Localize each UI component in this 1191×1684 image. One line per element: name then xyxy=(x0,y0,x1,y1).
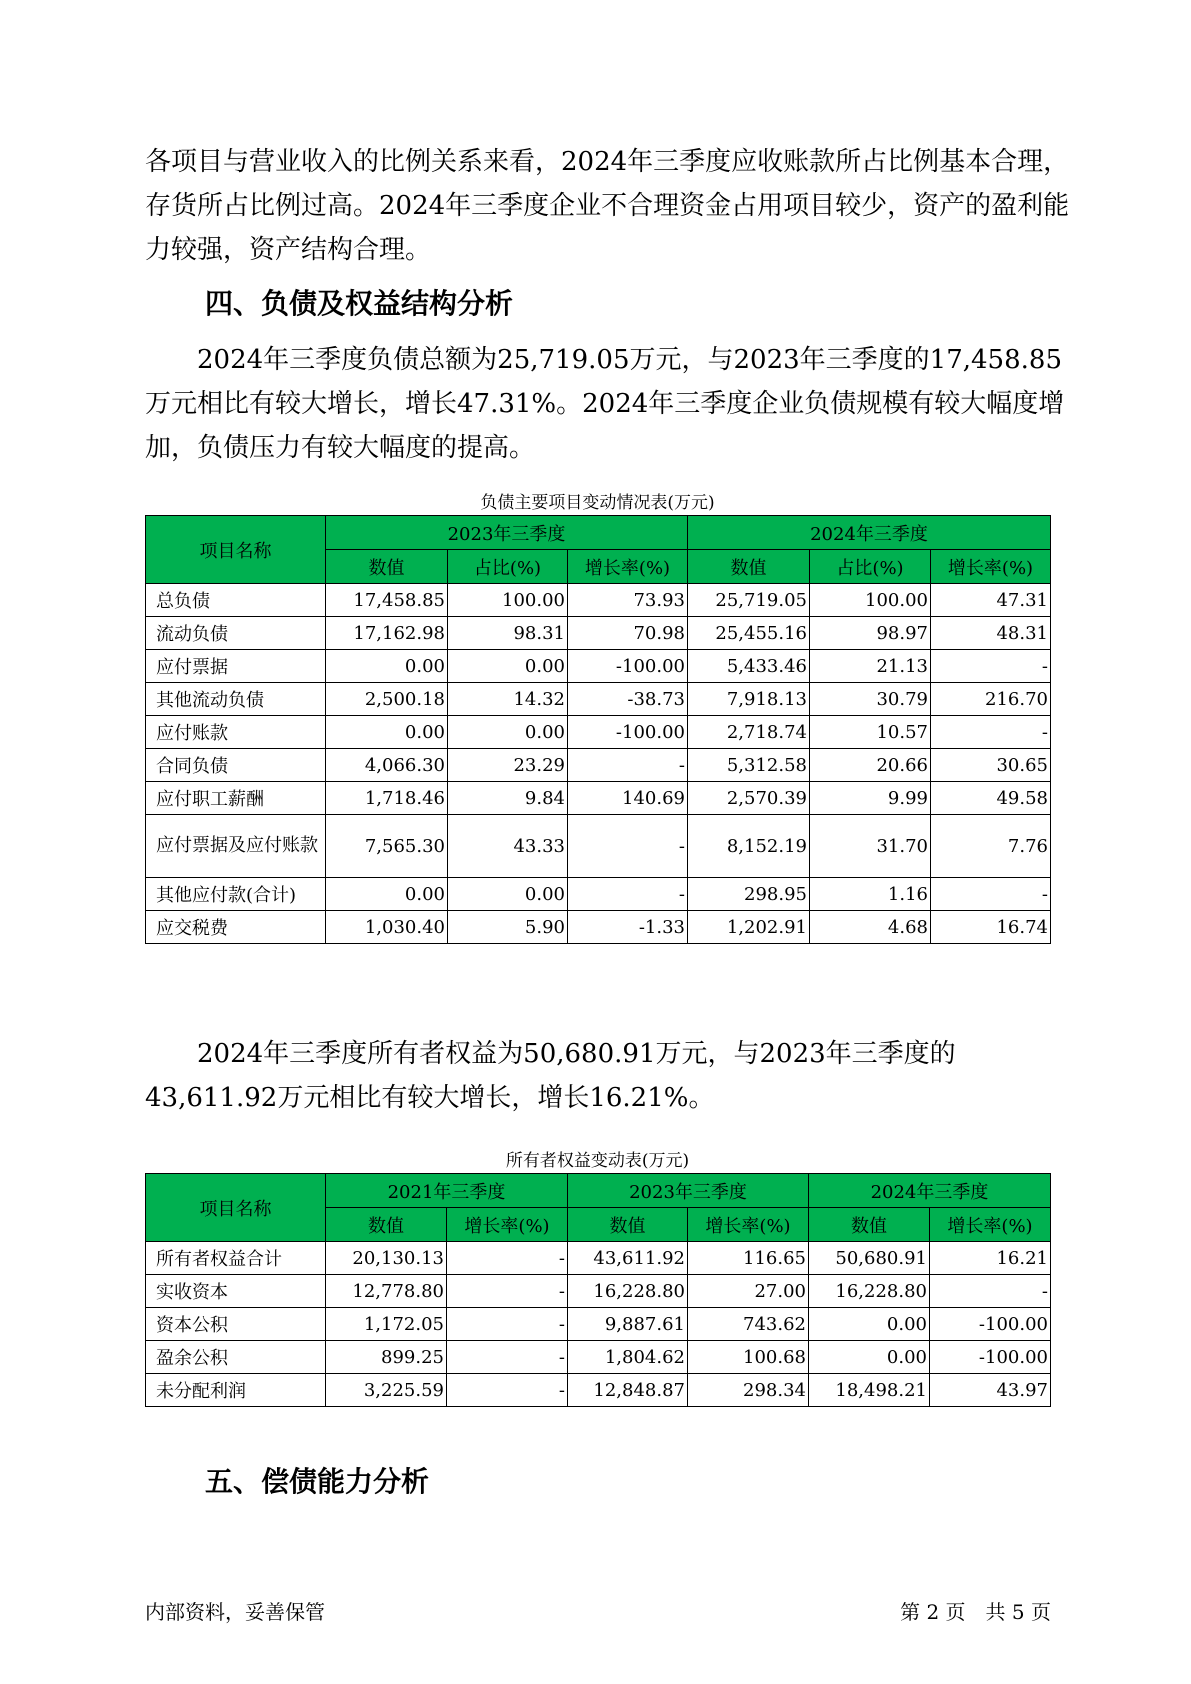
cell-value: - xyxy=(447,1242,568,1275)
row-label: 其他应付款(合计) xyxy=(146,878,326,911)
cell-value: 12,848.87 xyxy=(568,1374,688,1407)
table-row xyxy=(146,650,1051,683)
liabilities-table xyxy=(145,515,1051,944)
cell-value: 1,804.62 xyxy=(568,1341,688,1374)
cell-value: -100.00 xyxy=(930,1308,1051,1341)
period-header: 2024年三季度 xyxy=(688,516,1051,550)
liabilities-table-caption: 负债主要项目变动情况表(万元) xyxy=(480,493,715,513)
cell-value: 47.31 xyxy=(931,584,1051,617)
subcol-header: 增长率(%) xyxy=(688,1208,809,1242)
cell-value: 16,228.80 xyxy=(568,1275,688,1308)
cell-value: 7.76 xyxy=(931,815,1051,878)
intro-paragraph: 各项目与营业收入的比例关系来看，2024年三季度应收账款所占比例基本合理，存货所占比例过高。2024年三季度企业不合理资金占用项目较少，资产的盈利能力较强，资产结构合理。 xyxy=(145,147,1070,265)
cell-value: 298.34 xyxy=(688,1374,809,1407)
cell-value: 43.97 xyxy=(930,1374,1051,1407)
row-label: 所有者权益合计 xyxy=(146,1242,326,1275)
cell-value: 98.97 xyxy=(810,617,931,650)
table-row xyxy=(146,878,1051,911)
period-header: 2021年三季度 xyxy=(326,1174,568,1208)
cell-value: 73.93 xyxy=(568,584,688,617)
liabilities-paragraph: 2024年三季度负债总额为25,719.05万元，与2023年三季度的17,458.85万元相比有较大增长，增长47.31%。2024年三季度企业负债规模有较大幅度增加，负债压力有较大幅度的提高。 xyxy=(145,345,1065,463)
footer-confidential-note: 内部资料，妥善保管 xyxy=(145,1600,325,1624)
cell-value: - xyxy=(930,1275,1051,1308)
cell-value: 25,455.16 xyxy=(688,617,810,650)
subcol-header: 增长率(%) xyxy=(930,1208,1051,1242)
row-label: 未分配利润 xyxy=(146,1374,326,1407)
cell-value: 14.32 xyxy=(448,683,568,716)
cell-value: 12,778.80 xyxy=(326,1275,447,1308)
cell-value: 0.00 xyxy=(809,1341,930,1374)
cell-value: - xyxy=(447,1341,568,1374)
cell-value: - xyxy=(568,749,688,782)
period-header: 2024年三季度 xyxy=(809,1174,1051,1208)
row-label: 应付票据 xyxy=(146,650,326,683)
table-row xyxy=(146,683,1051,716)
cell-value: 10.57 xyxy=(810,716,931,749)
cell-value: 0.00 xyxy=(448,716,568,749)
subcol-header: 数值 xyxy=(326,1208,447,1242)
cell-value: 0.00 xyxy=(809,1308,930,1341)
cell-value: 16.21 xyxy=(930,1242,1051,1275)
cell-value: 4,066.30 xyxy=(326,749,448,782)
row-label: 其他流动负债 xyxy=(146,683,326,716)
cell-value: 48.31 xyxy=(931,617,1051,650)
cell-value: 8,152.19 xyxy=(688,815,810,878)
section-heading-solvency: 五、偿债能力分析 xyxy=(205,1465,430,1498)
cell-value: 9.84 xyxy=(448,782,568,815)
cell-value: 30.79 xyxy=(810,683,931,716)
subcol-header: 数值 xyxy=(688,550,810,584)
row-label: 应交税费 xyxy=(146,911,326,944)
cell-value: 98.31 xyxy=(448,617,568,650)
cell-value: - xyxy=(931,716,1051,749)
cell-value: -100.00 xyxy=(568,650,688,683)
cell-value: 1,030.40 xyxy=(326,911,448,944)
cell-value: 18,498.21 xyxy=(809,1374,930,1407)
cell-value: -1.33 xyxy=(568,911,688,944)
cell-value: 0.00 xyxy=(326,878,448,911)
equity-table xyxy=(145,1173,1051,1407)
period-header: 2023年三季度 xyxy=(326,516,688,550)
table-row xyxy=(146,815,1051,878)
cell-value: 1,202.91 xyxy=(688,911,810,944)
cell-value: 70.98 xyxy=(568,617,688,650)
cell-value: 25,719.05 xyxy=(688,584,810,617)
cell-value: -100.00 xyxy=(930,1341,1051,1374)
table-row xyxy=(146,1275,1051,1308)
cell-value: - xyxy=(568,878,688,911)
cell-value: 1.16 xyxy=(810,878,931,911)
cell-value: 27.00 xyxy=(688,1275,809,1308)
row-label: 总负债 xyxy=(146,584,326,617)
subcol-header: 数值 xyxy=(568,1208,688,1242)
cell-value: 100.00 xyxy=(448,584,568,617)
row-label: 流动负债 xyxy=(146,617,326,650)
row-label: 应付账款 xyxy=(146,716,326,749)
cell-value: 23.29 xyxy=(448,749,568,782)
row-label: 应付票据及应付账款 xyxy=(146,815,326,878)
cell-value: 20,130.13 xyxy=(326,1242,447,1275)
table-row xyxy=(146,617,1051,650)
cell-value: 20.66 xyxy=(810,749,931,782)
cell-value: 1,718.46 xyxy=(326,782,448,815)
row-label: 合同负债 xyxy=(146,749,326,782)
subcol-header: 增长率(%) xyxy=(568,550,688,584)
cell-value: 0.00 xyxy=(326,716,448,749)
cell-value: 16,228.80 xyxy=(809,1275,930,1308)
cell-value: 4.68 xyxy=(810,911,931,944)
cell-value: 9.99 xyxy=(810,782,931,815)
section-heading-liabilities-equity: 四、负债及权益结构分析 xyxy=(205,287,514,320)
cell-value: 7,918.13 xyxy=(688,683,810,716)
subcol-header: 占比(%) xyxy=(810,550,931,584)
cell-value: 21.13 xyxy=(810,650,931,683)
cell-value: 216.70 xyxy=(931,683,1051,716)
table-row xyxy=(146,584,1051,617)
cell-value: 43.33 xyxy=(448,815,568,878)
row-label: 资本公积 xyxy=(146,1308,326,1341)
cell-value: - xyxy=(568,815,688,878)
subcol-header: 增长率(%) xyxy=(931,550,1051,584)
cell-value: 0.00 xyxy=(448,650,568,683)
cell-value: 100.00 xyxy=(810,584,931,617)
row-label: 盈余公积 xyxy=(146,1341,326,1374)
cell-value: 2,570.39 xyxy=(688,782,810,815)
cell-value: 100.68 xyxy=(688,1341,809,1374)
cell-value: 116.65 xyxy=(688,1242,809,1275)
cell-value: 2,500.18 xyxy=(326,683,448,716)
table-row xyxy=(146,716,1051,749)
cell-value: 298.95 xyxy=(688,878,810,911)
table-row xyxy=(146,1374,1051,1407)
table-row xyxy=(146,911,1051,944)
cell-value: -100.00 xyxy=(568,716,688,749)
equity-table-caption: 所有者权益变动表(万元) xyxy=(505,1151,690,1171)
subcol-header: 占比(%) xyxy=(448,550,568,584)
subcol-header: 增长率(%) xyxy=(447,1208,568,1242)
cell-value: 743.62 xyxy=(688,1308,809,1341)
cell-value: - xyxy=(447,1308,568,1341)
cell-value: 1,172.05 xyxy=(326,1308,447,1341)
row-label: 应付职工薪酬 xyxy=(146,782,326,815)
cell-value: 0.00 xyxy=(326,650,448,683)
table-row xyxy=(146,1242,1051,1275)
cell-value: 0.00 xyxy=(448,878,568,911)
cell-value: 899.25 xyxy=(326,1341,447,1374)
cell-value: 140.69 xyxy=(568,782,688,815)
cell-value: 3,225.59 xyxy=(326,1374,447,1407)
cell-value: 5,312.58 xyxy=(688,749,810,782)
col-item-name: 项目名称 xyxy=(146,516,326,584)
row-label: 实收资本 xyxy=(146,1275,326,1308)
subcol-header: 数值 xyxy=(809,1208,930,1242)
table-row xyxy=(146,782,1051,815)
cell-value: - xyxy=(931,650,1051,683)
cell-value: 17,162.98 xyxy=(326,617,448,650)
cell-value: 9,887.61 xyxy=(568,1308,688,1341)
cell-value: - xyxy=(931,878,1051,911)
cell-value: 30.65 xyxy=(931,749,1051,782)
subcol-header: 数值 xyxy=(326,550,448,584)
cell-value: 50,680.91 xyxy=(809,1242,930,1275)
cell-value: 49.58 xyxy=(931,782,1051,815)
cell-value: 5,433.46 xyxy=(688,650,810,683)
cell-value: 43,611.92 xyxy=(568,1242,688,1275)
cell-value: 31.70 xyxy=(810,815,931,878)
table-row xyxy=(146,1308,1051,1341)
equity-paragraph: 2024年三季度所有者权益为50,680.91万元，与2023年三季度的43,611.92万元相比有较大增长，增长16.21%。 xyxy=(145,1039,956,1113)
cell-value: - xyxy=(447,1275,568,1308)
col-item-name: 项目名称 xyxy=(146,1174,326,1242)
cell-value: 16.74 xyxy=(931,911,1051,944)
period-header: 2023年三季度 xyxy=(568,1174,809,1208)
cell-value: 2,718.74 xyxy=(688,716,810,749)
table-row xyxy=(146,749,1051,782)
table-row xyxy=(146,1341,1051,1374)
cell-value: -38.73 xyxy=(568,683,688,716)
cell-value: 5.90 xyxy=(448,911,568,944)
cell-value: 7,565.30 xyxy=(326,815,448,878)
cell-value: - xyxy=(447,1374,568,1407)
page-number: 第 2 页 共 5 页 xyxy=(900,1600,1051,1624)
cell-value: 17,458.85 xyxy=(326,584,448,617)
